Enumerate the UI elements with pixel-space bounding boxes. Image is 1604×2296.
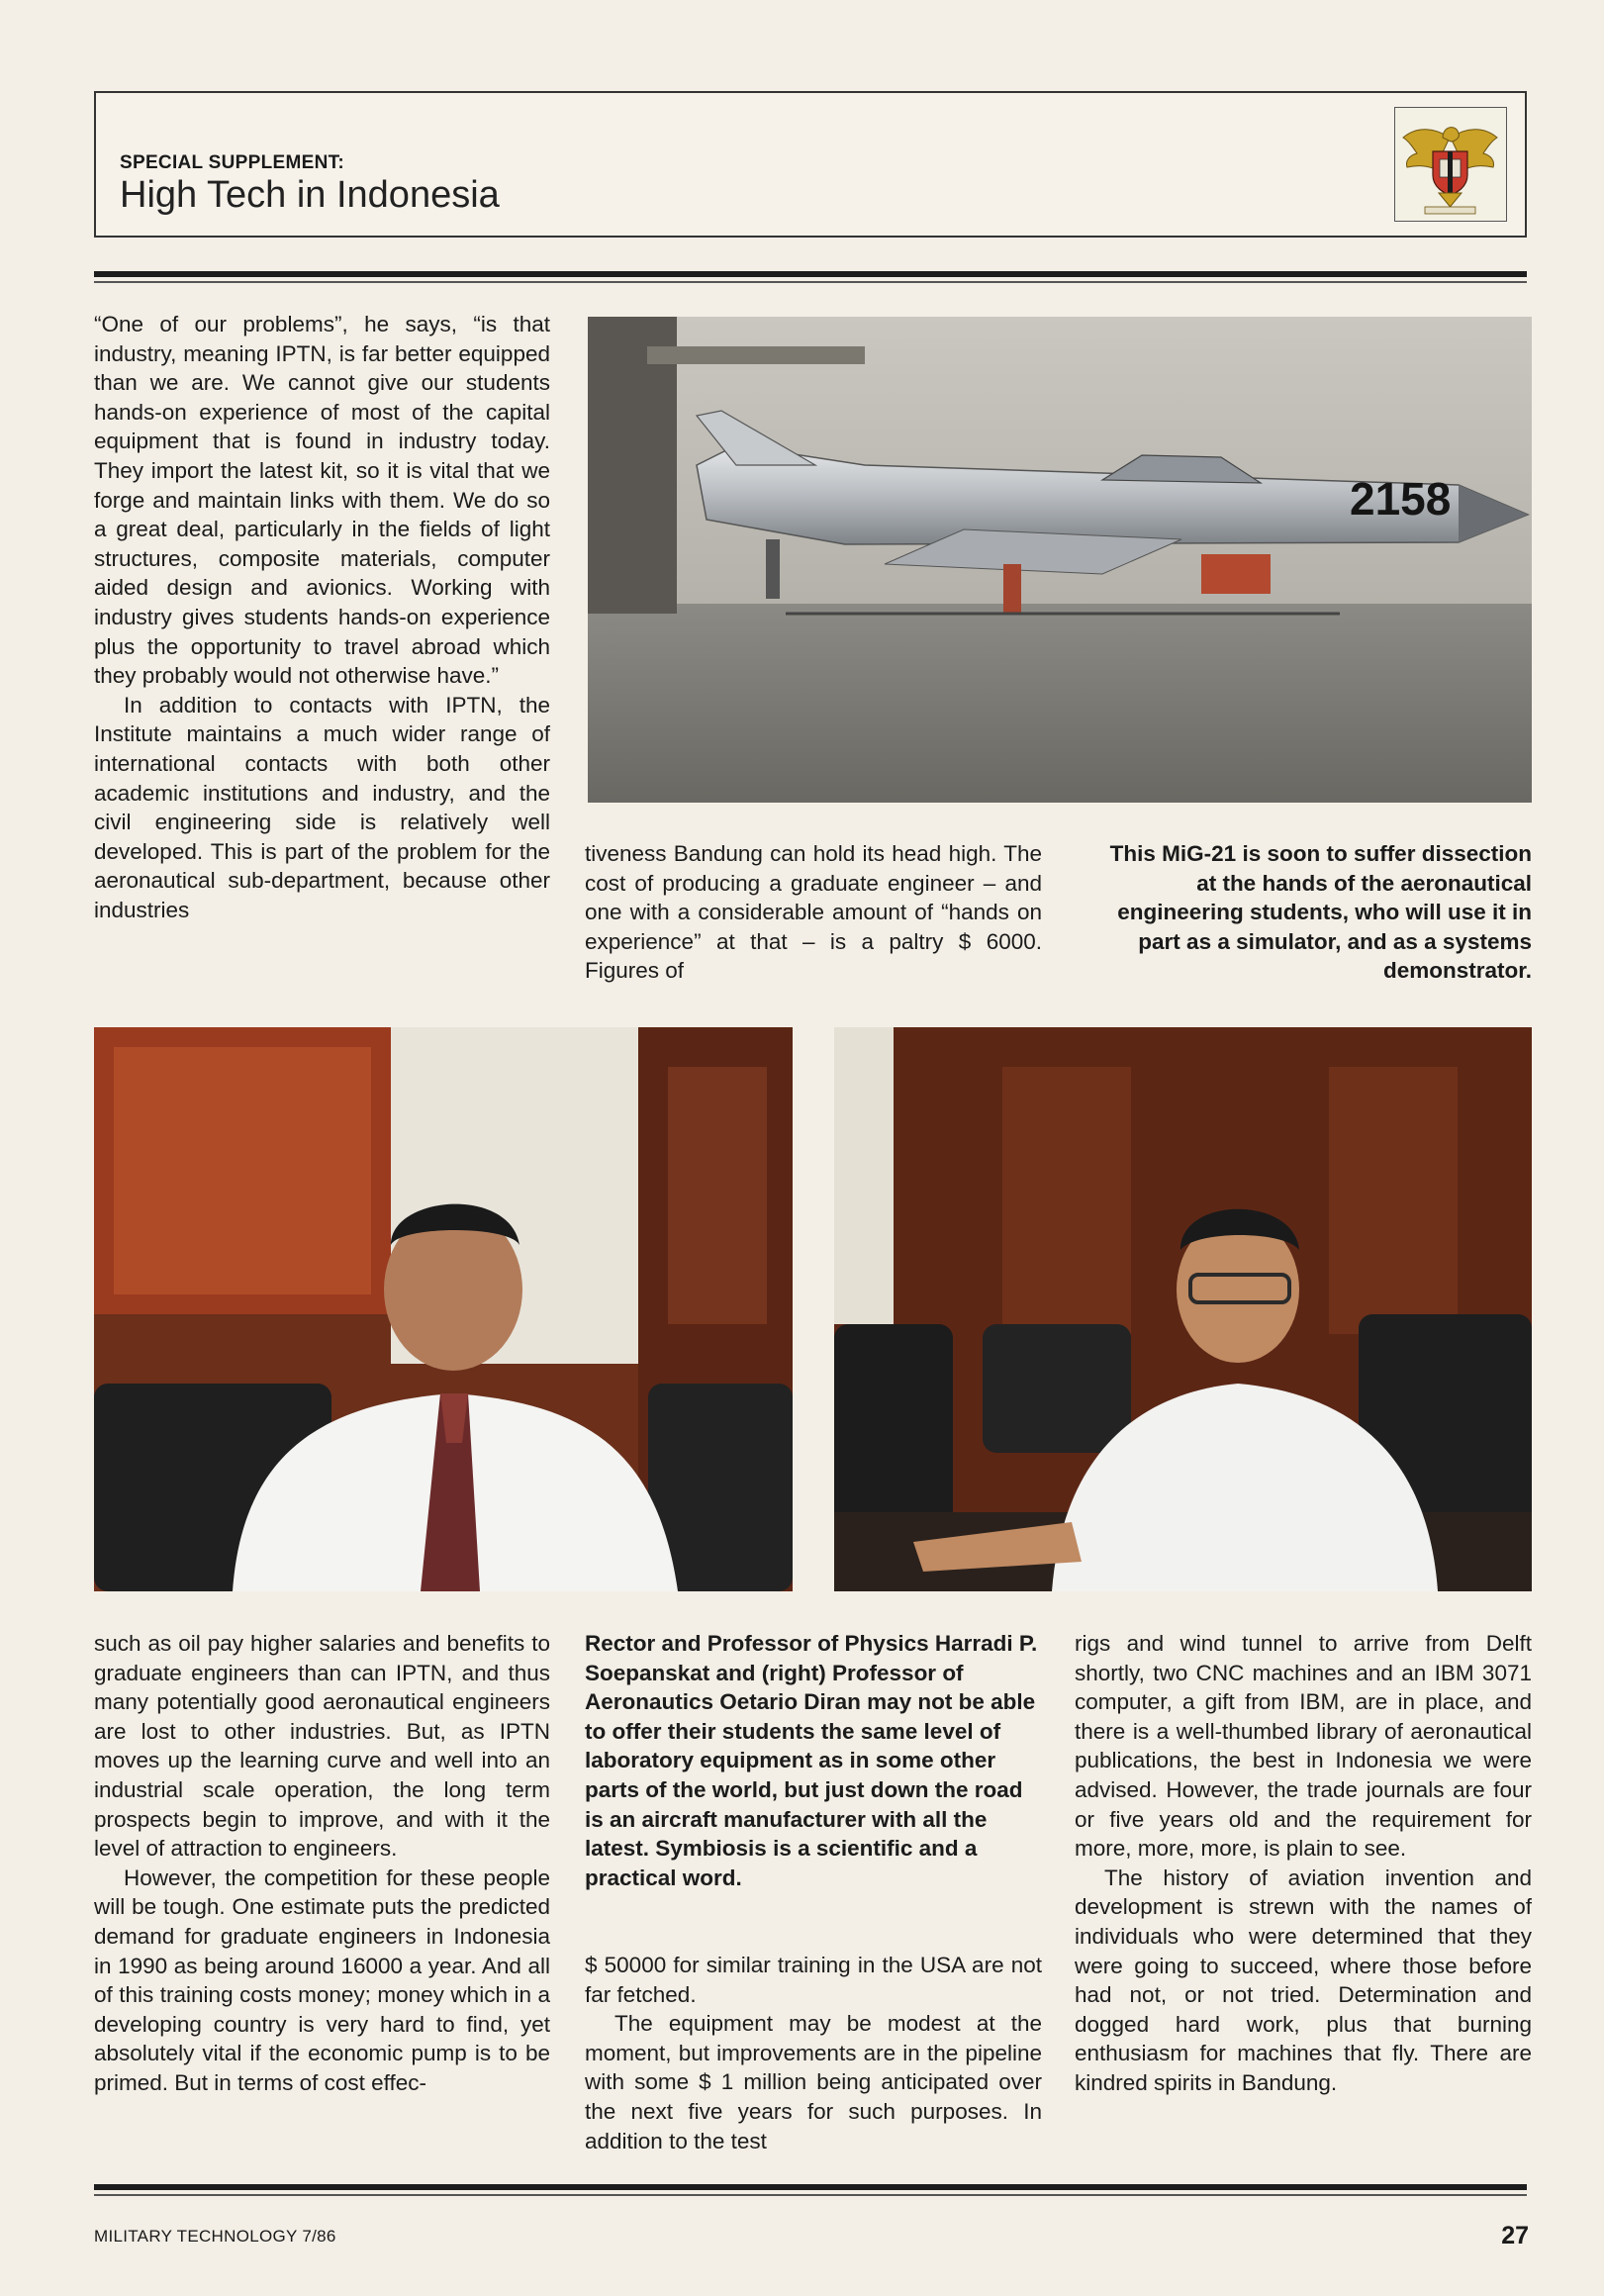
column2-top-text: [585, 839, 1042, 986]
paragraph: In addition to contacts with IPTN, the Institute maintains a much wider range of international contacts with both other academic institutions and industry, and the civil engineering side is relatively well developed. This is part of the problem for the aeronautical sub-department, because other industries: [94, 692, 550, 922]
top-rule: [94, 271, 1527, 277]
publication-footer: MILITARY TECHNOLOGY 7/86: [94, 2227, 336, 2246]
rector-portrait-photo: [94, 1027, 793, 1591]
portraits-caption: [585, 1629, 1042, 1892]
column1-bottom-text: [94, 1629, 550, 2098]
caption-text: Rector and Professor of Physics Harradi P. Soepanskat and (right) Professor of Aeronautics Oetario Diran may not be able to offer their students the same level of laboratory equipment as in some other parts of the world, but just down the road is an aircraft manufacturer with all the latest. Symbiosis is a scientific and a practical word.: [585, 1631, 1038, 1890]
paragraph: The history of aviation invention and development is strewn with the names of individuals who were determined that they were going to succeed, where those before had not, or not tried. Determination and dogged hard work, plus that burning enthusiasm for machines that fly. There are kindred spirits in Bandung.: [1075, 1865, 1532, 2095]
page-number: 27: [1501, 2222, 1529, 2249]
mig21-caption: This MiG-21 is soon to suffer dissection at the hands of the aeronautical engineering students, who will use it in part as a simulator, and as a systems demonstrator.: [1109, 841, 1532, 984]
paragraph: rigs and wind tunnel to arrive from Delft shortly, two CNC machines and an IBM 3071 computer, a gift from IBM, are in place, and there is a well-thumbed library of aeronautical publications, the best in Indonesia we were advised. However, the trade journals are four or five years old and the requirement for more, more, more, is plain to see.: [1075, 1631, 1532, 1862]
paragraph: $ 50000 for similar training in the USA are not far fetched.: [585, 1953, 1042, 2007]
garuda-emblem-icon: [1394, 107, 1507, 222]
top-rule-thin: [94, 281, 1527, 283]
paragraph: However, the competition for these people will be tough. One estimate puts the predicted demand for graduate engineers in Indonesia in 1990 as being around 16000 a year. And all of this training costs money; money which in a developing country is very hard to find, yet absolutely vital if the economic pump is to be primed. But in terms of cost effec-: [94, 1865, 550, 2095]
supplement-header: [94, 91, 1527, 238]
column3-bottom-text: [1075, 1629, 1532, 2098]
supplement-title: High Tech in Indonesia: [120, 174, 500, 216]
tail-number: 2158: [1350, 473, 1452, 525]
paragraph: tiveness Bandung can hold its head high. The cost of producing a graduate engineer – and one with a considerable amount of “hands on experience” at that – is a paltry $ 6000. Figures of: [585, 841, 1042, 984]
paragraph: such as oil pay higher salaries and benefits to graduate engineers than can IPTN, and thus many potentially good aeronautical engineers are lost to other industries. But, as IPTN moves up the learning curve and well into an industrial scale operation, the long term prospects begin to improve, and with it the level of attraction to engineers.: [94, 1631, 550, 1862]
bottom-rule: [94, 2184, 1527, 2190]
column2-bottom-text: [585, 1951, 1042, 2155]
paragraph: “One of our problems”, he says, “is that industry, meaning IPTN, is far better equipped than we are. We cannot give our students hands-on experience of most of the capital equipment that is found in industry today. They import the latest kit, so it is vital that we forge and maintain links with them. We do so a great deal, particularly in the fields of light structures, composite materials, computer aided design and avionics. Working with industry gives students hands-on experience plus the opportunity to travel abroad which they probably would not otherwise have.”: [94, 312, 550, 689]
supplement-label: SPECIAL SUPPLEMENT:: [120, 152, 345, 173]
paragraph: The equipment may be modest at the moment, but improvements are in the pipeline with some $ 1 million being anticipated over the next five years for such purposes. In addition to the test: [585, 2011, 1042, 2153]
mig21-photo: [588, 317, 1532, 803]
professor-portrait-photo: [834, 1027, 1532, 1591]
column1-top-text: [94, 310, 550, 924]
bottom-rule-thin: [94, 2194, 1527, 2196]
